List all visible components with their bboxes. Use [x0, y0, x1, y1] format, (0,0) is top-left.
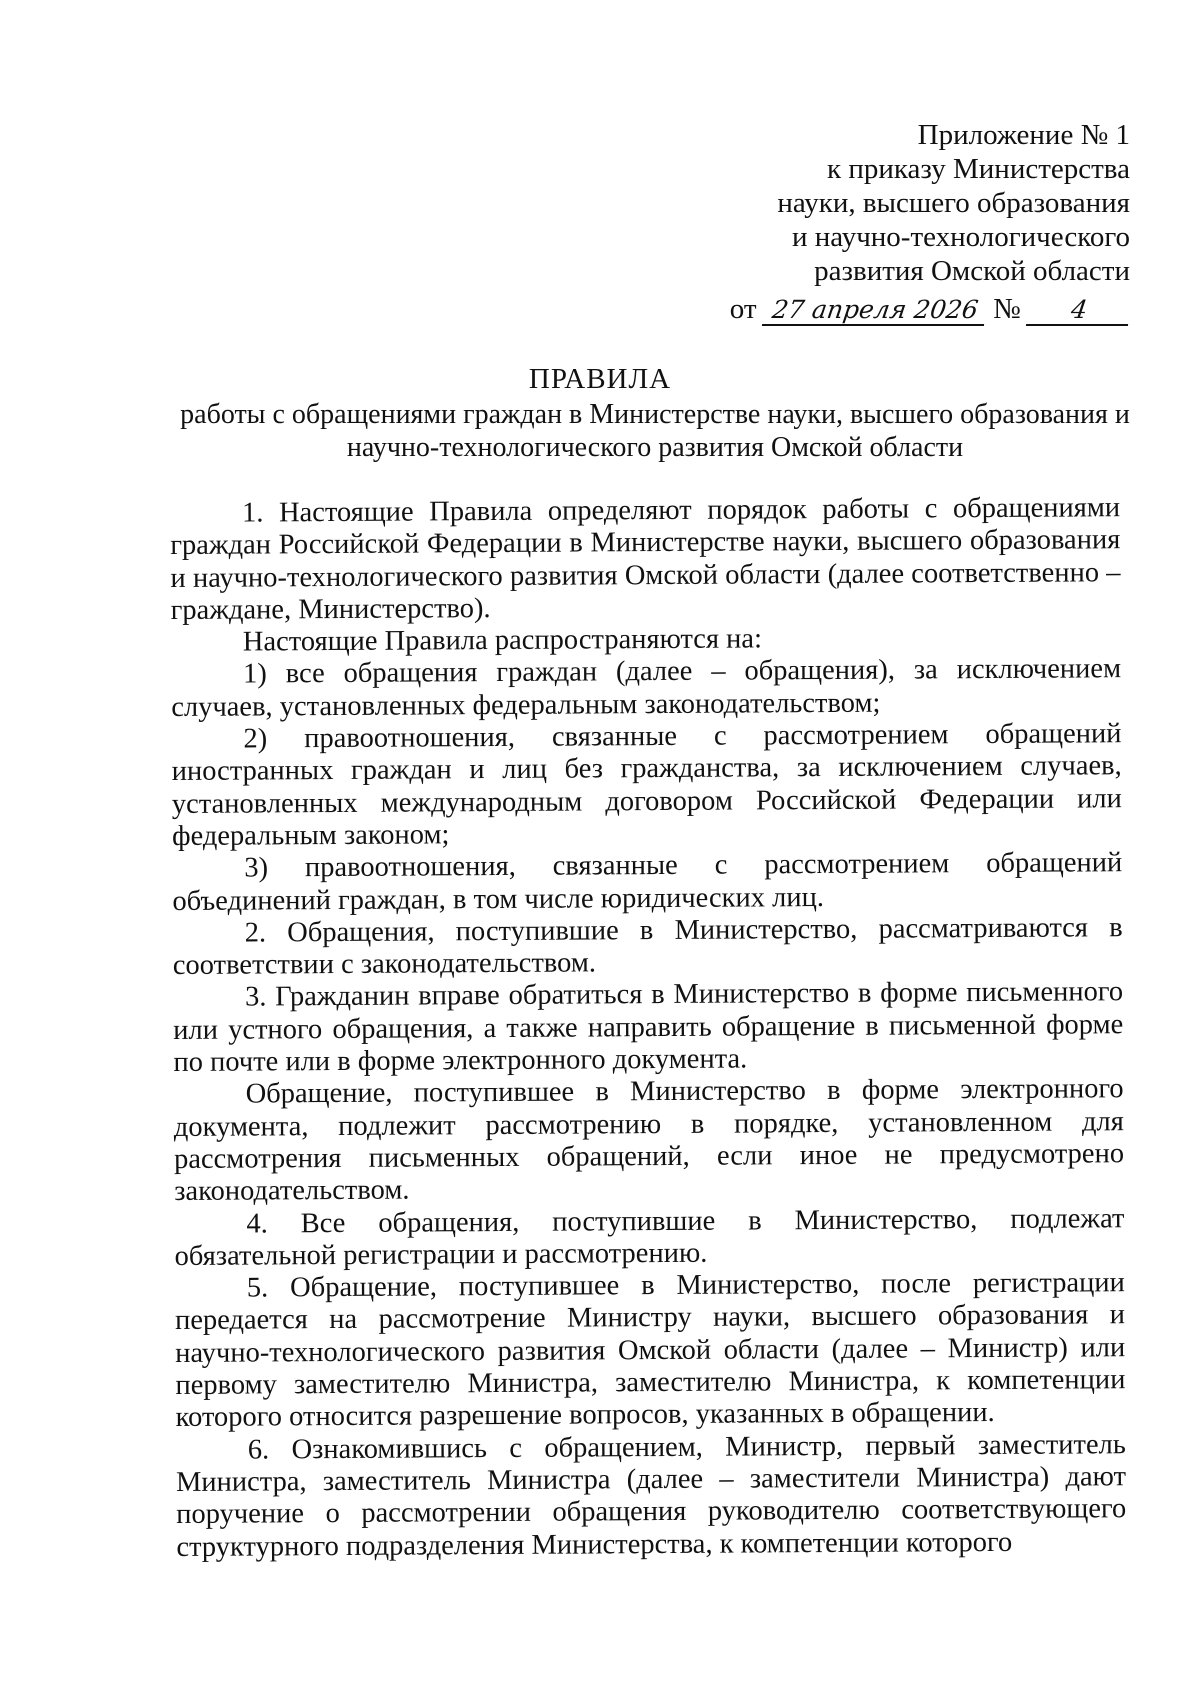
- appendix-header: [610, 118, 1130, 326]
- body-paragraph: 4. Все обращения, поступившие в Министерство, подлежат обязательной регистрации и рассмотрению.: [174, 1202, 1125, 1272]
- document-body: [170, 492, 1126, 1564]
- document-title: ПРАВИЛА: [528, 363, 672, 395]
- body-paragraph: 2) правоотношения, связанные с рассмотрением обращений иностранных граждан и лиц без гражданства, за исключением случаев, установленных международным договором Российской Федерации или федеральным законом;: [171, 718, 1122, 852]
- appendix-line: и научно-технологического: [792, 221, 1130, 253]
- body-paragraph: 2. Обращения, поступившие в Министерство, рассматриваются в соответствии с законодательством.: [172, 912, 1123, 982]
- order-date-number-line: [610, 292, 1130, 326]
- body-paragraph: 1) все обращения граждан (далее – обращения), за исключением случаев, установленных федеральным законодательством;: [171, 653, 1122, 723]
- appendix-line: к приказу Министерства: [827, 153, 1130, 185]
- handwritten-date: 27 апреля 2026: [762, 296, 988, 326]
- appendix-line: развития Омской области: [814, 255, 1130, 287]
- body-paragraph: 1. Настоящие Правила определяют порядок работы с обращениями граждан Российской Федерации в Министерстве науки, высшего образования и научно-технологического развития Омской области (далее соответственно – граждане, Министерство).: [170, 492, 1121, 626]
- appendix-line: Приложение № 1: [917, 119, 1130, 151]
- body-paragraph: 5. Обращение, поступившее в Министерство, после регистрации передается на рассмотрение Министру науки, высшего образования и научно-технологического развития Омской области (далее – Министр) или первому заместителю Министра, заместителю Министра, к компетенции которого относится разрешение вопросов, указанных в обращении.: [174, 1267, 1126, 1434]
- body-paragraph: 3. Гражданин вправе обратиться в Министерство в форме письменного или устного обращения, а также направить обращение в письменной форме по почте или в форме электронного документа.: [173, 976, 1124, 1079]
- number-label: №: [993, 293, 1021, 325]
- handwritten-number: 4: [1026, 296, 1132, 326]
- body-paragraph: Настоящие Правила распространяются на:: [242, 623, 763, 658]
- body-paragraph: Обращение, поступившее в Министерство в форме электронного документа, подлежит рассмотрению в порядке, установленном для рассмотрения письменных обращений, если иное не предусмотрено законодательством.: [173, 1073, 1125, 1208]
- appendix-line: науки, высшего образования: [777, 187, 1130, 219]
- body-paragraph: 6. Ознакомившись с обращением, Министр, первый заместитель Министра, заместитель Министра (далее – заместители Министра) дают поручение о рассмотрении обращения руководителю соответствующего структурного подразделения Министерства, к компетенции которого: [175, 1428, 1127, 1563]
- document-subtitle: работы с обращениями граждан в Министерстве науки, высшего образования и научно-технологического развития Омской области: [180, 399, 1130, 463]
- from-label: от: [729, 293, 757, 325]
- body-paragraph: 3) правоотношения, связанные с рассмотрением обращений объединений граждан, в том числе юридических лиц.: [172, 847, 1123, 917]
